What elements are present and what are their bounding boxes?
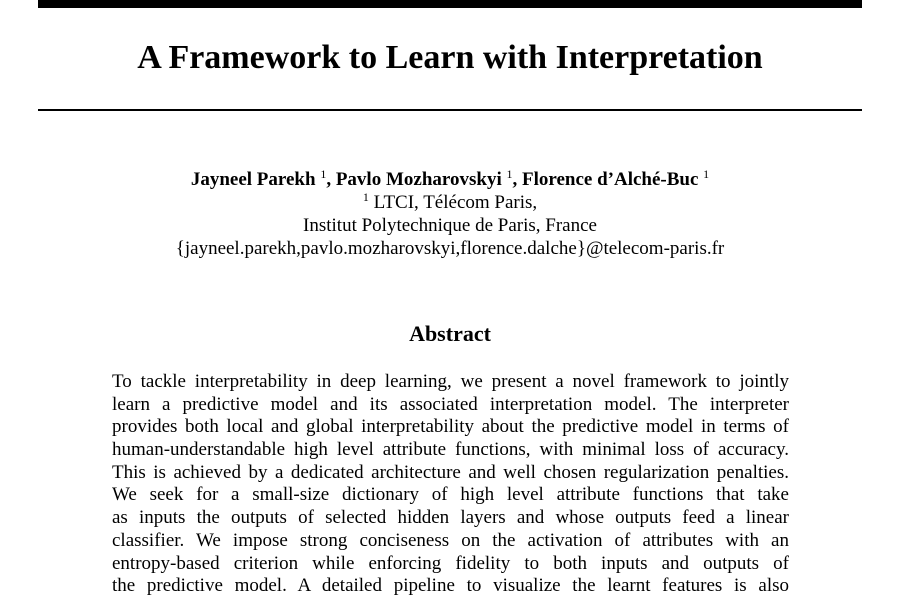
author-affiliation-mark: 1 (320, 167, 327, 181)
author-emails: {jayneel.parekh,pavlo.mozharovskyi,florence.dalche}@telecom-paris.fr (175, 238, 725, 259)
author-name: Jayneel Parekh (190, 169, 316, 190)
affiliation-institution: Institut Polytechnique de Paris, France (303, 215, 597, 236)
abstract-line: learn a predictive model and its associated interpretation model. The interpreter (112, 393, 789, 415)
abstract-line: human-understandable high level attribute functions, with minimal loss of accuracy. (112, 439, 789, 461)
affiliation-mark: 1 (362, 190, 369, 204)
author-list (0, 168, 900, 191)
abstract-line: To tackle interpretability in deep learning, we present a novel framework to jointly (112, 371, 789, 392)
abstract-heading: Abstract (409, 321, 491, 346)
author-name: Florence d’Alché-Buc (521, 169, 699, 190)
author-separator: , (512, 169, 522, 190)
abstract-line: This is achieved by a dedicated architecture and well chosen regularization penalties. (112, 461, 789, 483)
author-name: Pavlo Mozharovskyi (335, 169, 502, 190)
abstract-line: the predictive model. A detailed pipeline to visualize the learnt features is also (112, 575, 789, 597)
affiliation-lab: LTCI, Télécom Paris, (373, 192, 538, 213)
abstract-line: classifier. We impose strong conciseness on the activation of attributes with an (112, 529, 789, 551)
abstract-line: as inputs the outputs of selected hidden layers and whose outputs feed a linear (112, 507, 789, 529)
title-top-rule (38, 0, 862, 8)
title-bottom-rule (38, 109, 862, 111)
paper-title: A Framework to Learn with Interpretation (137, 39, 763, 76)
abstract-body (112, 371, 789, 598)
author-block (0, 168, 900, 260)
author-separator: , (326, 169, 336, 190)
author-affiliation-mark: 1 (703, 167, 710, 181)
author-affiliation-mark: 1 (506, 167, 513, 181)
abstract-line: provides both local and global interpretability about the predictive model in terms of (112, 416, 789, 438)
affiliation-line-1 (0, 191, 900, 214)
abstract-line: entropy-based criterion while enforcing fidelity to both inputs and outputs of (112, 552, 789, 574)
abstract-line: We seek for a small-size dictionary of high level attribute functions that take (112, 484, 789, 506)
